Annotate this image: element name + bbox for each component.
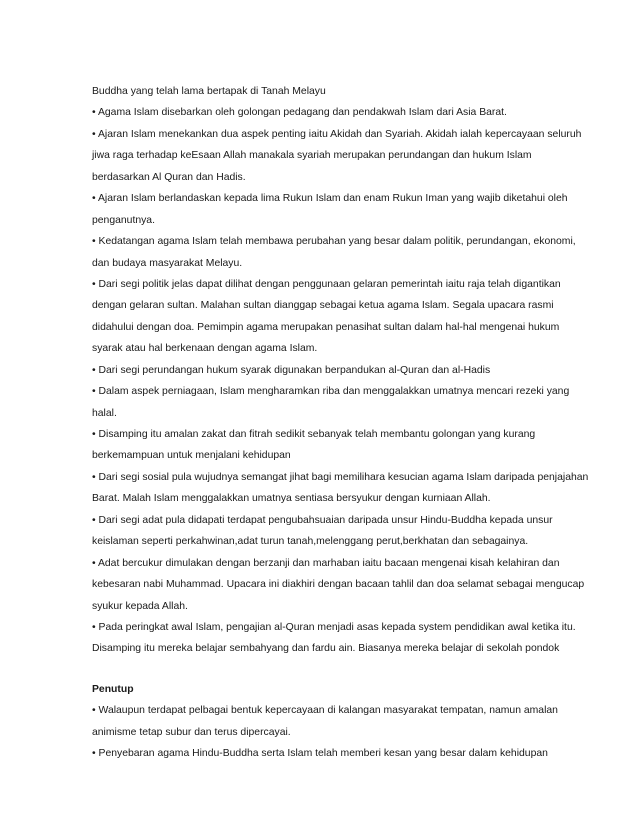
text-line: • Dari segi politik jelas dapat dilihat dengan penggunaan gelaran pemerintah iaitu raja telah digantikan (92, 278, 561, 290)
text-line: berdasarkan Al Quran dan Hadis. (92, 171, 246, 183)
text-line: Barat. Malah Islam menggalakkan umatnya sentiasa bersyukur dengan kurniaan Allah. (92, 493, 491, 505)
text-line: • Dari segi perundangan hukum syarak digunakan berpandukan al-Quran dan al-Hadis (92, 364, 491, 376)
text-line: dengan gelaran sultan. Malahan sultan dianggap sebagai ketua agama Islam. Segala upacara rasmi (92, 300, 554, 312)
text-line: Buddha yang telah lama bertapak di Tanah Melayu (92, 86, 326, 97)
text-line: • Ajaran Islam berlandaskan kepada lima Rukun Islam dan enam Rukun Iman yang wajib diketahui oleh (92, 193, 568, 205)
text-line: jiwa raga terhadap keEsaan Allah manakala syariah merupakan perundangan dan hukum Islam (92, 150, 532, 162)
text-line: • Walaupun terdapat pelbagai bentuk kepercayaan di kalangan masyarakat tempatan, namun amalan (92, 705, 558, 717)
text-line: didahului dengan doa. Pemimpin agama merupakan penasihat sultan dalam hal-hal mengenai hukum (92, 321, 560, 333)
text-line: • Penyebaran agama Hindu-Buddha serta Islam telah memberi kesan yang besar dalam kehidupan (92, 748, 548, 760)
paragraph-gap (92, 660, 562, 679)
text-line: berkemampuan untuk menjalani kehidupan (92, 450, 291, 462)
document-body (92, 81, 589, 765)
text-line: halal. (92, 407, 117, 419)
text-line: • Ajaran Islam menekankan dua aspek penting iaitu Akidah dan Syariah. Akidah ialah kepercayaan seluruh (92, 128, 582, 140)
text-line: animisme tetap subur dan terus dipercayai. (92, 726, 291, 738)
text-line: • Kedatangan agama Islam telah membawa perubahan yang besar dalam politik, perundangan, ekonomi, (92, 236, 576, 248)
text-line: kebesaran nabi Muhammad. Upacara ini diakhiri dengan bacaan tahlil dan doa selamat sebagai mengucap (92, 579, 585, 591)
text-line: • Agama Islam disebarkan oleh golongan pedagang dan pendakwah Islam dari Asia Barat. (92, 107, 507, 119)
text-line: • Dari segi sosial pula wujudnya semangat jihat bagi memilihara kesucian agama Islam daripada penjajahan (92, 471, 589, 483)
text-line: • Disamping itu amalan zakat dan fitrah sedikit sebanyak telah membantu golongan yang kurang (92, 429, 536, 440)
text-line: dan budaya masyarakat Melayu. (92, 257, 243, 269)
text-line: keislaman seperti perkahwinan,adat turun tanah,melenggang perut,berkhatan dan sebagainya. (92, 536, 529, 548)
text-line: Disamping itu mereka belajar sembahyang dan fardu ain. Biasanya mereka belajar di sekolah pondok (92, 643, 560, 655)
text-line: • Pada peringkat awal Islam, pengajian al-Quran menjadi asas kepada system pendidikan awal ketika itu. (92, 621, 576, 633)
section-heading: Penutup (92, 683, 134, 695)
text-line: • Dalam aspek perniagaan, Islam mengharamkan riba dan menggalakkan umatnya mencari rezeki yang (92, 386, 570, 398)
text-line: syukur kepada Allah. (92, 600, 188, 612)
text-line: • Adat bercukur dimulakan dengan berzanji dan marhaban iaitu bacaan mengenai kisah kelahiran dan (92, 557, 560, 569)
text-line: syarak atau hal berkenaan dengan agama Islam. (92, 343, 318, 355)
text-line: • Dari segi adat pula didapati terdapat pengubahsuaian daripada unsur Hindu-Buddha kepada unsur (92, 514, 553, 526)
text-line: penganutnya. (92, 214, 155, 226)
